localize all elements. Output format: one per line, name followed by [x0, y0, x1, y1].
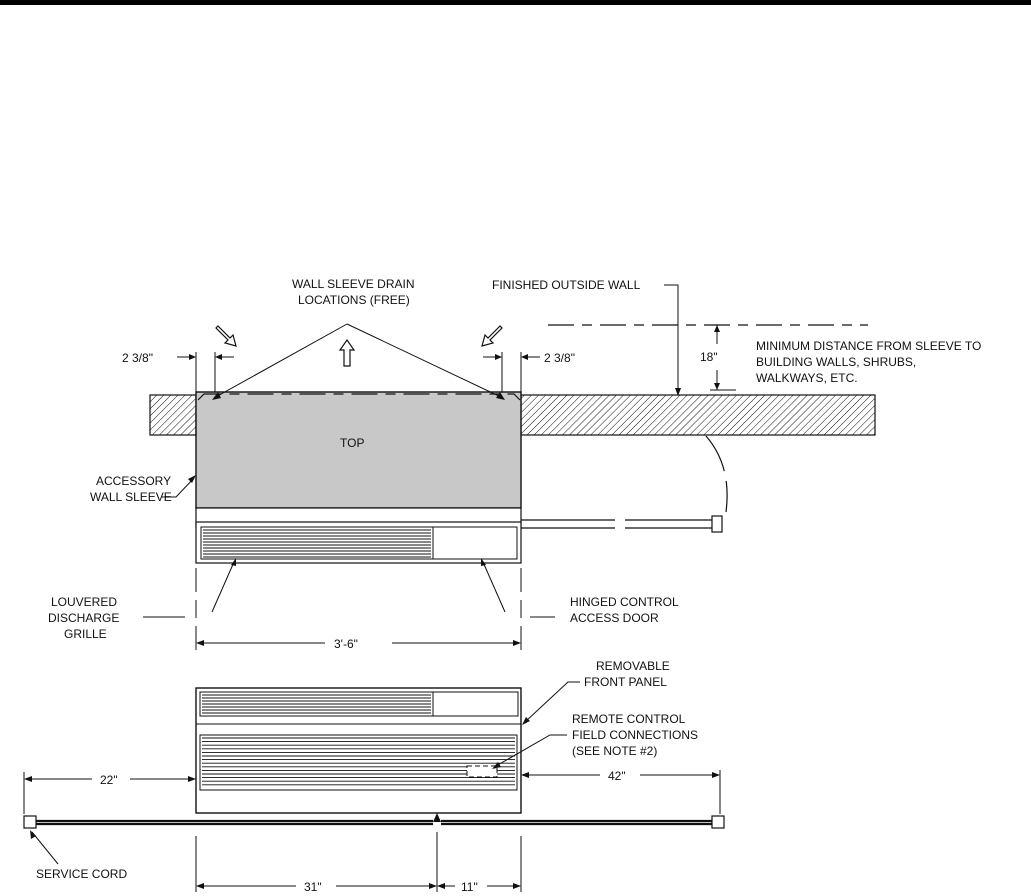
min-distance-line3: WALKWAYS, ETC. [756, 371, 858, 385]
dim-left-offset: 2 3/8" [122, 351, 153, 365]
remote-line3: (SEE NOTE #2) [572, 744, 658, 758]
dim-clearance-value: 18" [700, 350, 718, 364]
drain-arrow-up-icon [340, 340, 354, 366]
service-cord-front [24, 813, 724, 828]
hinged-line2: ACCESS DOOR [570, 611, 659, 625]
side-cord-top [521, 436, 727, 532]
removable-line2: FRONT PANEL [584, 675, 667, 689]
dim-2-3-8 [177, 352, 540, 392]
dim-bottom-right: 11" [461, 880, 478, 894]
discharge-grille-louvers [202, 695, 431, 713]
cord-plug-left [24, 816, 36, 828]
min-distance-line1: MINIMUM DISTANCE FROM SLEEVE TO [756, 339, 982, 353]
service-cord-leader [32, 832, 58, 864]
wall-sleeve-top [196, 392, 521, 508]
dim-cord-left: 22" [100, 773, 118, 787]
wall-hatch-left [150, 395, 196, 435]
cord-plug-right [712, 816, 724, 828]
remote-line1: REMOTE CONTROL [572, 712, 686, 726]
drain-label-line2: LOCATIONS (FREE) [298, 293, 410, 307]
unit-front-view [196, 688, 521, 813]
drain-arrow-left-icon [216, 326, 236, 346]
hinged-line1: HINGED CONTROL [570, 595, 679, 609]
top-label: TOP [340, 436, 365, 450]
min-distance-line2: BUILDING WALLS, SHRUBS, [756, 355, 917, 369]
finished-wall-leader [664, 285, 678, 392]
dim-cord-right: 42" [608, 769, 626, 783]
unit-top-view [196, 392, 521, 563]
cord-exit-point [433, 813, 441, 822]
wall-hatch-right [521, 395, 875, 435]
drain-leaders [212, 324, 505, 400]
louvered-line3: GRILLE [64, 627, 107, 641]
grille-door-leaders [143, 558, 555, 618]
accessory-label-line1: ACCESSORY [96, 474, 172, 488]
drain-arrow-right-icon [482, 326, 502, 346]
dim-right-offset: 2 3/8" [544, 351, 575, 365]
finished-wall-label: FINISHED OUTSIDE WALL [492, 278, 641, 292]
drain-label-line1: WALL SLEEVE DRAIN [292, 277, 415, 291]
remote-line2: FIELD CONNECTIONS [572, 728, 699, 742]
louvered-line2: DISCHARGE [48, 611, 120, 625]
removable-line1: REMOVABLE [596, 659, 670, 673]
dim-width-value: 3'-6" [334, 637, 358, 651]
accessory-label-line2: WALL SLEEVE [90, 490, 172, 504]
drain-arrows [216, 326, 502, 366]
dim-width [196, 626, 521, 650]
louvered-line1: LOUVERED [51, 595, 118, 609]
service-cord-label: SERVICE CORD [36, 867, 128, 881]
dim-bottom-left: 31" [304, 880, 322, 894]
remote-control-box [467, 766, 497, 777]
